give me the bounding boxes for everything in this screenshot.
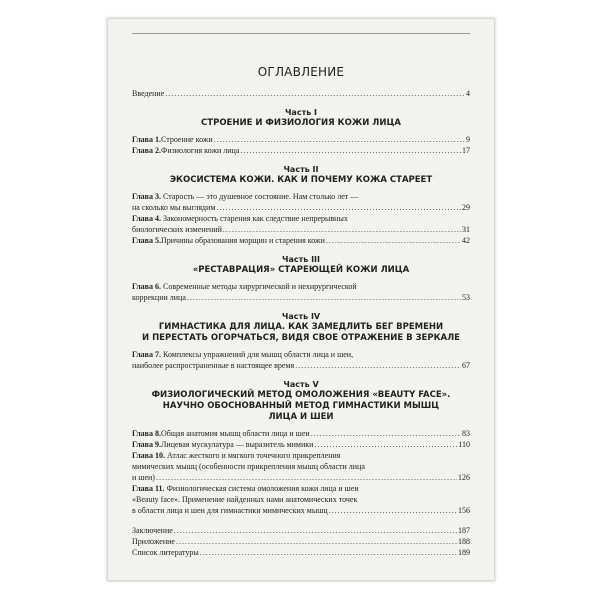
chapter-number: Глава 3. bbox=[132, 192, 161, 201]
chapter-number: Глава 1. bbox=[132, 135, 161, 144]
entry-line bbox=[132, 472, 470, 483]
chapter-number: Глава 9. bbox=[132, 440, 161, 449]
page-number: 67 bbox=[462, 361, 470, 370]
entry-line bbox=[132, 494, 470, 505]
chapter-title-line: наиболее распространенные в настоящее время bbox=[132, 361, 295, 370]
entry-line bbox=[132, 428, 470, 439]
entry-label: Приложение bbox=[132, 537, 175, 546]
chapter-title-line: на сколько мы выглядим bbox=[132, 203, 216, 212]
chapter-title-line: биологических изменений bbox=[132, 225, 222, 234]
page-number: 126 bbox=[458, 473, 470, 482]
header-rule bbox=[132, 33, 470, 34]
page-number: 29 bbox=[462, 203, 470, 212]
chapter-title-line: Физиологическая система омоложения кожи лица и шеи bbox=[166, 484, 359, 493]
toc-entry-intro bbox=[132, 88, 470, 99]
chapter-title-line: Атлас жесткого и мягкого точечного прикрепления bbox=[167, 451, 341, 460]
entry-line bbox=[132, 505, 470, 516]
part-title-line: «РЕСТАВРАЦИЯ» СТАРЕЮЩЕЙ КОЖИ ЛИЦА bbox=[192, 265, 410, 275]
entry-line bbox=[132, 483, 470, 494]
leader-dots bbox=[187, 292, 461, 303]
chapter-title-line: Старость — это душевное состояние. Нам столько лет — bbox=[163, 192, 359, 201]
leader-dots bbox=[311, 428, 461, 439]
leader-dots bbox=[240, 145, 461, 156]
leader-dots bbox=[223, 224, 461, 235]
chapter-title: Общая анатомия мышц области лица и шеи bbox=[161, 429, 310, 438]
chapter-title-line: Комплексы упражнений для мышц области лица и шеи, bbox=[163, 350, 354, 359]
leader-dots bbox=[295, 360, 461, 371]
page-number: 187 bbox=[458, 526, 470, 535]
entry-line bbox=[132, 213, 470, 224]
part-heading: Часть III bbox=[281, 255, 320, 264]
entry-line bbox=[132, 191, 470, 202]
toc-entry-chapter bbox=[132, 134, 470, 145]
toc-entry-chapter bbox=[132, 281, 470, 303]
section-gap bbox=[132, 516, 470, 525]
part-title-line: ЛИЦА И ШЕИ bbox=[268, 412, 334, 422]
leader-dots bbox=[329, 505, 457, 516]
entry-line bbox=[132, 224, 470, 235]
toc-entry-end bbox=[132, 525, 470, 536]
page-number: 189 bbox=[458, 548, 470, 557]
chapter-title: Лицевая мускулатура — выразитель мимики bbox=[161, 440, 314, 449]
chapter-number: Глава 10. bbox=[132, 451, 165, 460]
leader-dots bbox=[165, 88, 465, 99]
page-number: 53 bbox=[462, 293, 470, 302]
toc-entry-end bbox=[132, 536, 470, 547]
page-number: 156 bbox=[458, 506, 470, 515]
leader-dots bbox=[214, 134, 465, 145]
entry-line bbox=[132, 281, 470, 292]
toc-entry-chapter bbox=[132, 439, 470, 450]
chapter-title-line: коррекции лица bbox=[132, 293, 186, 302]
chapter-title: Строение кожи bbox=[161, 135, 213, 144]
toc-entry-chapter bbox=[132, 145, 470, 156]
entry-line bbox=[132, 235, 470, 246]
part-title-line: НАУЧНО ОБОСНОВАННЫЙ МЕТОД ГИМНАСТИКИ МЫШЦ bbox=[162, 401, 440, 411]
entry-line bbox=[132, 145, 470, 156]
toc-entry-chapter bbox=[132, 235, 470, 246]
page-number: 83 bbox=[462, 429, 470, 438]
page-number: 31 bbox=[462, 225, 470, 234]
toc-entry-chapter bbox=[132, 483, 470, 516]
part-heading: Часть V bbox=[283, 380, 319, 389]
chapter-number: Глава 5. bbox=[132, 236, 161, 245]
entry-line bbox=[132, 349, 470, 360]
leader-dots bbox=[314, 439, 457, 450]
chapter-number: Глава 8. bbox=[132, 429, 161, 438]
leader-dots bbox=[156, 472, 457, 483]
leader-dots bbox=[174, 525, 457, 536]
table-of-contents bbox=[132, 65, 470, 558]
entry-label: Введение bbox=[132, 89, 165, 98]
entry-label: Список литературы bbox=[132, 548, 199, 557]
page-number: 4 bbox=[466, 89, 470, 98]
toc-entry-chapter bbox=[132, 450, 470, 483]
page-number: 188 bbox=[458, 537, 470, 546]
chapter-number: Глава 4. bbox=[132, 214, 161, 223]
entry-line bbox=[132, 461, 470, 472]
part-heading: Часть I bbox=[284, 108, 318, 117]
chapter-title: Физиология кожи лица bbox=[161, 146, 240, 155]
book-page bbox=[107, 18, 495, 581]
page-number: 110 bbox=[458, 440, 470, 449]
toc-title: ОГЛАВЛЕНИЕ bbox=[257, 65, 345, 79]
chapter-title-line: и шеи) bbox=[132, 473, 155, 482]
part-title-line: ЭКОСИСТЕМА КОЖИ. КАК И ПОЧЕМУ КОЖА СТАРЕЕТ bbox=[169, 175, 433, 185]
entry-line bbox=[132, 439, 470, 450]
part-heading: Часть II bbox=[283, 165, 319, 174]
entry-line bbox=[132, 134, 470, 145]
chapter-title-line: «Beauty face». Применение найденных нами анатомических точек bbox=[132, 495, 358, 504]
leader-dots bbox=[216, 202, 461, 213]
entry-line bbox=[132, 360, 470, 371]
entry-line bbox=[132, 202, 470, 213]
chapter-number: Глава 11. bbox=[132, 484, 165, 493]
part-title-line: СТРОЕНИЕ И ФИЗИОЛОГИЯ КОЖИ ЛИЦА bbox=[201, 118, 401, 128]
part-title-line: И ПЕРЕСТАТЬ ОГОРЧАТЬСЯ, ВИДЯ СВОЕ ОТРАЖЕНИЕ В ЗЕРКАЛЕ bbox=[142, 333, 460, 343]
entry-line bbox=[132, 292, 470, 303]
chapter-number: Глава 2. bbox=[132, 146, 161, 155]
chapter-title-line: Закономерность старения как следствие непрерывных bbox=[163, 214, 348, 223]
part-title-line: ФИЗИОЛОГИЧЕСКИЙ МЕТОД ОМОЛОЖЕНИЯ «BEAUTY FACE». bbox=[151, 390, 451, 400]
chapter-number: Глава 6. bbox=[132, 282, 161, 291]
toc-entry-chapter bbox=[132, 213, 470, 235]
toc-entry-chapter bbox=[132, 428, 470, 439]
chapter-number: Глава 7. bbox=[132, 350, 161, 359]
chapter-title-line: в области лица и шеи для гимнастики мимических мышц bbox=[132, 506, 328, 515]
entry-label: Заключение bbox=[132, 526, 173, 535]
entry-line bbox=[132, 450, 470, 461]
page-number: 17 bbox=[462, 146, 470, 155]
page-number: 9 bbox=[466, 135, 470, 144]
chapter-title-line: Современные методы хирургической и нехирургической bbox=[163, 282, 357, 291]
page-number: 42 bbox=[462, 236, 470, 245]
part-heading: Часть IV bbox=[281, 312, 321, 321]
chapter-title-line: мимических мышц (особенности прикрепления мышц области лица bbox=[132, 462, 365, 471]
leader-dots bbox=[326, 235, 461, 246]
toc-entry-chapter bbox=[132, 191, 470, 213]
toc-entry-end bbox=[132, 547, 470, 558]
part-title-line: ГИМНАСТИКА ДЛЯ ЛИЦА. КАК ЗАМЕДЛИТЬ БЕГ ВРЕМЕНИ bbox=[158, 322, 444, 332]
toc-entry-chapter bbox=[132, 349, 470, 371]
leader-dots bbox=[200, 547, 457, 558]
chapter-title: Причины образования морщин и старения кожи bbox=[161, 236, 325, 245]
leader-dots bbox=[176, 536, 457, 547]
